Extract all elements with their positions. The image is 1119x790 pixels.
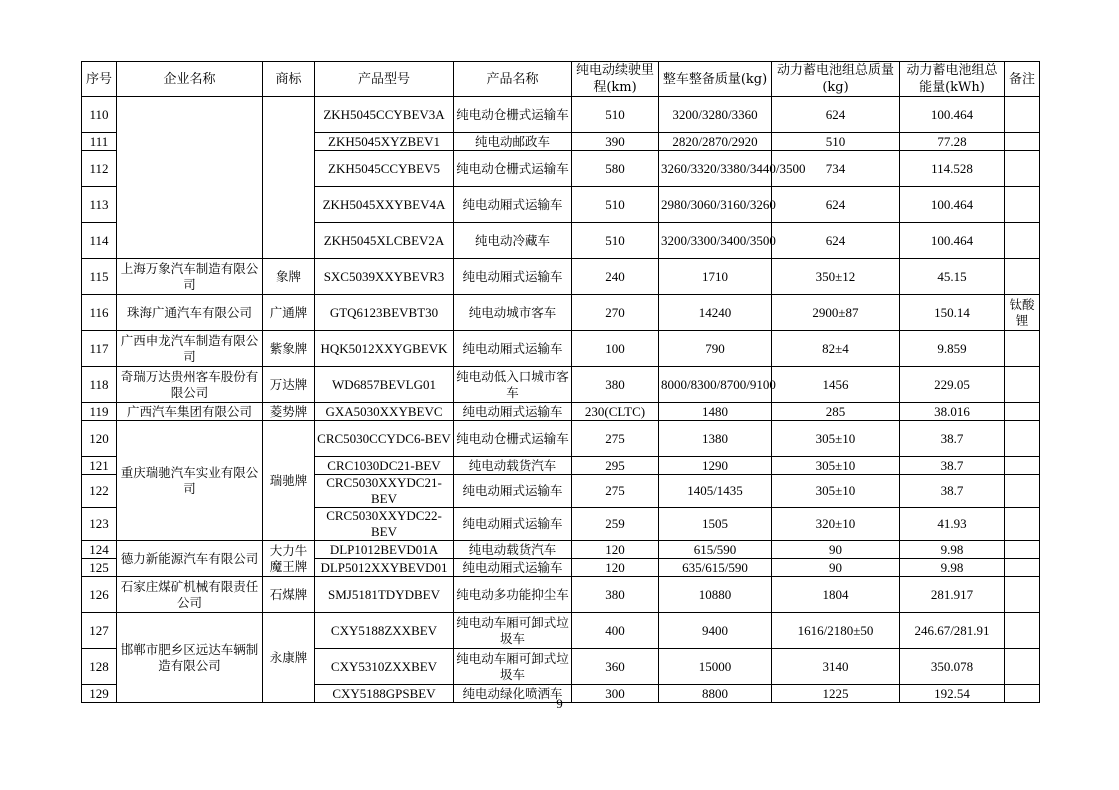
table-row	[82, 421, 1040, 457]
bat-mass-cell: 3140	[772, 649, 900, 685]
range-cell: 380	[572, 367, 659, 403]
range-cell: 510	[572, 223, 659, 259]
name-cell: 纯电动厢式运输车	[454, 259, 572, 295]
seq-cell: 120	[82, 421, 117, 457]
bat-mass-cell: 82±4	[772, 331, 900, 367]
mass-cell: 615/590	[659, 541, 772, 559]
range-cell: 270	[572, 295, 659, 331]
mass-cell: 1380	[659, 421, 772, 457]
model-cell: ZKH5045XXYBEV4A	[315, 187, 454, 223]
table-row	[82, 403, 1040, 421]
energy-cell: 229.05	[900, 367, 1005, 403]
seq-cell: 112	[82, 151, 117, 187]
header-name: 产品名称	[454, 62, 572, 97]
bat-mass-cell: 624	[772, 223, 900, 259]
model-cell: CRC1030DC21-BEV	[315, 457, 454, 475]
seq-cell: 110	[82, 97, 117, 133]
note-cell	[1005, 649, 1040, 685]
energy-cell: 41.93	[900, 508, 1005, 541]
note-cell	[1005, 223, 1040, 259]
energy-cell: 38.7	[900, 457, 1005, 475]
brand-cell: 万达牌	[263, 367, 315, 403]
bat-mass-cell: 305±10	[772, 475, 900, 508]
model-cell: DLP5012XXYBEVD01	[315, 559, 454, 577]
note-cell: 钛酸锂	[1005, 295, 1040, 331]
energy-cell: 77.28	[900, 133, 1005, 151]
bat-mass-cell: 350±12	[772, 259, 900, 295]
energy-cell: 350.078	[900, 649, 1005, 685]
bat-mass-cell: 305±10	[772, 457, 900, 475]
mass-cell: 3200/3280/3360	[659, 97, 772, 133]
name-cell: 纯电动厢式运输车	[454, 403, 572, 421]
mass-cell: 2820/2870/2920	[659, 133, 772, 151]
name-cell: 纯电动厢式运输车	[454, 475, 572, 508]
model-cell: ZKH5045CCYBEV3A	[315, 97, 454, 133]
note-cell	[1005, 367, 1040, 403]
mass-cell: 1290	[659, 457, 772, 475]
name-cell: 纯电动绿化喷洒车	[454, 685, 572, 703]
header-mass: 整车整备质量(kg)	[659, 62, 772, 97]
vehicle-catalog-table	[81, 61, 1040, 703]
note-cell	[1005, 259, 1040, 295]
range-cell: 275	[572, 475, 659, 508]
brand-cell: 瑞驰牌	[263, 421, 315, 541]
range-cell: 259	[572, 508, 659, 541]
model-cell: CRC5030CCYDC6-BEV	[315, 421, 454, 457]
range-cell: 295	[572, 457, 659, 475]
seq-cell: 113	[82, 187, 117, 223]
model-cell: CXY5310ZXXBEV	[315, 649, 454, 685]
range-cell: 390	[572, 133, 659, 151]
table-row	[82, 331, 1040, 367]
seq-cell: 117	[82, 331, 117, 367]
company-cell: 广西申龙汽车制造有限公司	[117, 331, 263, 367]
mass-cell: 1405/1435	[659, 475, 772, 508]
mass-cell: 3200/3300/3400/3500	[659, 223, 772, 259]
range-cell: 510	[572, 97, 659, 133]
header-brand: 商标	[263, 62, 315, 97]
name-cell: 纯电动载货汽车	[454, 541, 572, 559]
seq-cell: 122	[82, 475, 117, 508]
bat-mass-cell: 624	[772, 187, 900, 223]
seq-cell: 114	[82, 223, 117, 259]
mass-cell: 1480	[659, 403, 772, 421]
table-row	[82, 295, 1040, 331]
seq-cell: 121	[82, 457, 117, 475]
table-row	[82, 97, 1040, 133]
range-cell: 300	[572, 685, 659, 703]
seq-cell: 126	[82, 577, 117, 613]
name-cell: 纯电动城市客车	[454, 295, 572, 331]
model-cell: WD6857BEVLG01	[315, 367, 454, 403]
note-cell	[1005, 421, 1040, 457]
model-cell: SXC5039XXYBEVR3	[315, 259, 454, 295]
range-cell: 580	[572, 151, 659, 187]
header-row	[82, 62, 1040, 97]
energy-cell: 150.14	[900, 295, 1005, 331]
range-cell: 275	[572, 421, 659, 457]
energy-cell: 38.7	[900, 475, 1005, 508]
mass-cell: 1710	[659, 259, 772, 295]
note-cell	[1005, 613, 1040, 649]
mass-cell: 635/615/590	[659, 559, 772, 577]
bat-mass-cell: 1616/2180±50	[772, 613, 900, 649]
mass-cell: 8800	[659, 685, 772, 703]
name-cell: 纯电动厢式运输车	[454, 508, 572, 541]
note-cell	[1005, 151, 1040, 187]
model-cell: CRC5030XXYDC22-BEV	[315, 508, 454, 541]
energy-cell: 192.54	[900, 685, 1005, 703]
company-cell: 石家庄煤矿机械有限责任公司	[117, 577, 263, 613]
note-cell	[1005, 475, 1040, 508]
header-seq: 序号	[82, 62, 117, 97]
note-cell	[1005, 403, 1040, 421]
header-range: 纯电动续驶里程(km)	[572, 62, 659, 97]
bat-mass-cell: 305±10	[772, 421, 900, 457]
note-cell	[1005, 559, 1040, 577]
model-cell: ZKH5045XLCBEV2A	[315, 223, 454, 259]
note-cell	[1005, 541, 1040, 559]
bat-mass-cell: 285	[772, 403, 900, 421]
range-cell: 230(CLTC)	[572, 403, 659, 421]
mass-cell: 14240	[659, 295, 772, 331]
bat-mass-cell: 1225	[772, 685, 900, 703]
note-cell	[1005, 133, 1040, 151]
range-cell: 120	[572, 559, 659, 577]
brand-cell: 广通牌	[263, 295, 315, 331]
brand-cell: 菱势牌	[263, 403, 315, 421]
mass-cell: 10880	[659, 577, 772, 613]
seq-cell: 118	[82, 367, 117, 403]
energy-cell: 38.016	[900, 403, 1005, 421]
model-cell: HQK5012XXYGBEVK	[315, 331, 454, 367]
name-cell: 纯电动仓栅式运输车	[454, 151, 572, 187]
name-cell: 纯电动低入口城市客车	[454, 367, 572, 403]
table-row	[82, 259, 1040, 295]
mass-cell: 8000/8300/8700/9100	[659, 367, 772, 403]
bat-mass-cell: 1456	[772, 367, 900, 403]
header-bat-mass: 动力蓄电池组总质量(kg)	[772, 62, 900, 97]
company-cell: 上海万象汽车制造有限公司	[117, 259, 263, 295]
seq-cell: 125	[82, 559, 117, 577]
brand-cell: 石煤牌	[263, 577, 315, 613]
page-number: 9	[556, 696, 563, 711]
model-cell: ZKH5045CCYBEV5	[315, 151, 454, 187]
mass-cell: 3260/3320/3380/3440/3500	[659, 151, 772, 187]
seq-cell: 123	[82, 508, 117, 541]
company-cell: 珠海广通汽车有限公司	[117, 295, 263, 331]
range-cell: 380	[572, 577, 659, 613]
energy-cell: 100.464	[900, 187, 1005, 223]
model-cell: CXY5188ZXXBEV	[315, 613, 454, 649]
name-cell: 纯电动载货汽车	[454, 457, 572, 475]
company-cell: 邯郸市肥乡区远达车辆制造有限公司	[117, 613, 263, 703]
mass-cell: 2980/3060/3160/3260	[659, 187, 772, 223]
note-cell	[1005, 508, 1040, 541]
header-energy: 动力蓄电池组总能量(kWh)	[900, 62, 1005, 97]
note-cell	[1005, 577, 1040, 613]
company-cell: 奇瑞万达贵州客车股份有限公司	[117, 367, 263, 403]
bat-mass-cell: 90	[772, 541, 900, 559]
energy-cell: 45.15	[900, 259, 1005, 295]
brand-cell: 象牌	[263, 259, 315, 295]
energy-cell: 9.859	[900, 331, 1005, 367]
seq-cell: 111	[82, 133, 117, 151]
name-cell: 纯电动厢式运输车	[454, 331, 572, 367]
note-cell	[1005, 331, 1040, 367]
header-company: 企业名称	[117, 62, 263, 97]
energy-cell: 114.528	[900, 151, 1005, 187]
name-cell: 纯电动邮政车	[454, 133, 572, 151]
model-cell: DLP1012BEVD01A	[315, 541, 454, 559]
range-cell: 100	[572, 331, 659, 367]
note-cell	[1005, 457, 1040, 475]
table-row	[82, 367, 1040, 403]
name-cell: 纯电动仓栅式运输车	[454, 421, 572, 457]
energy-cell: 100.464	[900, 97, 1005, 133]
energy-cell: 100.464	[900, 223, 1005, 259]
model-cell: ZKH5045XYZBEV1	[315, 133, 454, 151]
name-cell: 纯电动多功能抑尘车	[454, 577, 572, 613]
bat-mass-cell: 90	[772, 559, 900, 577]
range-cell: 360	[572, 649, 659, 685]
header-model: 产品型号	[315, 62, 454, 97]
mass-cell: 1505	[659, 508, 772, 541]
range-cell: 510	[572, 187, 659, 223]
company-cell	[117, 97, 263, 259]
energy-cell: 246.67/281.91	[900, 613, 1005, 649]
bat-mass-cell: 320±10	[772, 508, 900, 541]
mass-cell: 15000	[659, 649, 772, 685]
energy-cell: 9.98	[900, 541, 1005, 559]
range-cell: 120	[572, 541, 659, 559]
bat-mass-cell: 1804	[772, 577, 900, 613]
brand-cell: 永康牌	[263, 613, 315, 703]
seq-cell: 129	[82, 685, 117, 703]
bat-mass-cell: 510	[772, 133, 900, 151]
company-cell: 广西汽车集团有限公司	[117, 403, 263, 421]
bat-mass-cell: 734	[772, 151, 900, 187]
note-cell	[1005, 187, 1040, 223]
model-cell: GXA5030XXYBEVC	[315, 403, 454, 421]
name-cell: 纯电动仓栅式运输车	[454, 97, 572, 133]
brand-cell	[263, 97, 315, 259]
table-row	[82, 541, 1040, 559]
name-cell: 纯电动厢式运输车	[454, 187, 572, 223]
energy-cell: 281.917	[900, 577, 1005, 613]
name-cell: 纯电动车厢可卸式垃圾车	[454, 613, 572, 649]
header-note: 备注	[1005, 62, 1040, 97]
model-cell: SMJ5181TDYDBEV	[315, 577, 454, 613]
note-cell	[1005, 97, 1040, 133]
bat-mass-cell: 2900±87	[772, 295, 900, 331]
name-cell: 纯电动车厢可卸式垃圾车	[454, 649, 572, 685]
brand-cell: 紫象牌	[263, 331, 315, 367]
brand-cell: 大力牛魔王牌	[263, 541, 315, 577]
seq-cell: 127	[82, 613, 117, 649]
model-cell: CRC5030XXYDC21-BEV	[315, 475, 454, 508]
table-row	[82, 577, 1040, 613]
company-cell: 重庆瑞驰汽车实业有限公司	[117, 421, 263, 541]
seq-cell: 124	[82, 541, 117, 559]
seq-cell: 119	[82, 403, 117, 421]
range-cell: 400	[572, 613, 659, 649]
model-cell: GTQ6123BEVBT30	[315, 295, 454, 331]
seq-cell: 116	[82, 295, 117, 331]
name-cell: 纯电动厢式运输车	[454, 559, 572, 577]
name-cell: 纯电动冷藏车	[454, 223, 572, 259]
seq-cell: 128	[82, 649, 117, 685]
model-cell: CXY5188GPSBEV	[315, 685, 454, 703]
energy-cell: 38.7	[900, 421, 1005, 457]
mass-cell: 9400	[659, 613, 772, 649]
mass-cell: 790	[659, 331, 772, 367]
energy-cell: 9.98	[900, 559, 1005, 577]
table-row	[82, 613, 1040, 649]
range-cell: 240	[572, 259, 659, 295]
company-cell: 德力新能源汽车有限公司	[117, 541, 263, 577]
bat-mass-cell: 624	[772, 97, 900, 133]
seq-cell: 115	[82, 259, 117, 295]
